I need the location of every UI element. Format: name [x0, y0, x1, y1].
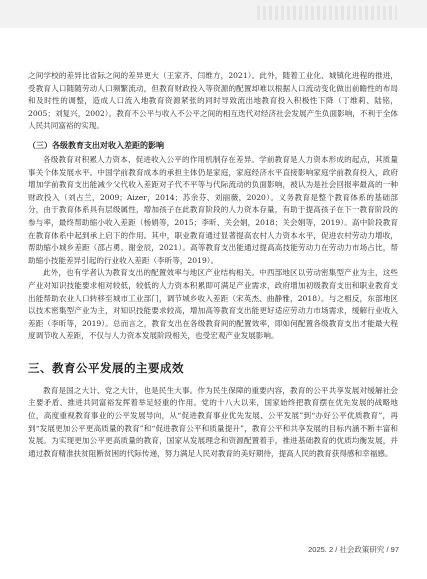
- paragraph: 教育是国之大计、党之大计，也是民生大事。作为民生保障的重要内容，教育的公平共享发展对缓解社会主要矛盾、推进共同富裕发挥着举足轻重的作用。党的十八大以来，国家始终把教育摆在优先发展的战略地位，高度重视教育事业的公平发展导向，从“促进教育事业优先发展、公平发展”到“办好公平优质教育”，再到“发展更加公平更高质量的教育”和“促进教育公平和质量提升”，教育公平和共享发展的目标内涵不断丰富和发展。为实现更加公平更高质量的教育，国家从发展理念和资源配置着手，推进基础教育的优质均衡发展，并通过教育精准扶贫阻断贫困的代际传递，努力满足人民对教育的美好期待，提高人民的教育获得感和幸福感。: [28, 385, 398, 458]
- page-header-bar: [0, 0, 427, 28]
- section-heading: 三、教育公平发展的主要成效: [28, 360, 184, 375]
- paragraph: 之间学校的差异比省际之间的差异更大（王家齐、闫维方，2021）。此外，随着工业化、城镇化进程的推进，受教育人口随随劳动人口频繁流动，但教育财政投入等资源的配置却难以根据人口流动变化做出前瞻性的布局和及时性的调整，造成人口流入地教育资源紧张的同时导致流出地教育投入积极性下降（丁维莉、陆铭，2005；刘复兴，2002）。教育不公平与收入不公平之间的相互迭代对经济社会发展产生负面影响，不利于全体人民共同富裕的实现。: [28, 71, 398, 131]
- subsection-heading: （三）各级教育支出对收入差距的影响: [28, 140, 164, 150]
- header-decoration: [257, 6, 397, 20]
- paragraph: 各级教育对积累人力资本、促进收入公平的作用机制存在差异。学前教育是人力资本形成的起点，其质量事关个体发展水平。中国学前教育成本的承担主体仍是家庭，家庭经济水平直接影响家庭学前教育投入，政府增加学前教育支出能减少父代收入差距对子代不平等与代际流动的负面影响，被认为是社会回报率最高的一种财政投入（刘占兰，2009；Aizer，2014；苏余芬、刘丽薇，2020）。义务教育是整个教育体系的基础部分，由于教育体系具有层级属性，增加孩子在此教育阶段的人力资本存量，有助于提高孩子在下一教育阶段的参与率，最终帮助缩小收入差距（杨娟等，2015；李昕、关会娟，2018；关会娟等，2019）。高中阶段教育在教育体系中起到承上启下的作用。其中，职业教育通过显著提高农村人力资本水平，促进农村劳动力增收，帮助缩小城乡差距（邵占勇、谢金辰，2021）。高等教育支出能通过提高高技能劳动力在劳动力市场占比，帮助缩小技能差异引起的行业收入差距（李昕等，2019）。: [28, 154, 398, 265]
- article-body: [28, 70, 398, 460]
- page-footer: 2025. 2 / 社会政策研究 / 97: [308, 545, 399, 554]
- paragraph: 此外，也有学者认为教育支出的配置效率与地区产业结构相关。中西部地区以劳动密集型产业为主，这些产业对知识技能要求相对较低，较低的人力资本积累即可满足产业需求，政府增加初级教育支出和职业教育支出能帮助农业人口转移至城市工业部门，调节城乡收入差距（宋英杰、曲静雅，2018）。与之相反，东部地区以技术密集型产业为主，对知识技能要求较高，增加高等教育支出能更好适应劳动力市场需求，缓解行业收入差距（李昕等，2019）。总而言之，教育支出在各级教育间的配置效率，即如何配置各级教育支出才能最大程度调节收入差距，不仅与人力资本发展阶段相关，也受宏观产业发展影响。: [28, 268, 398, 341]
